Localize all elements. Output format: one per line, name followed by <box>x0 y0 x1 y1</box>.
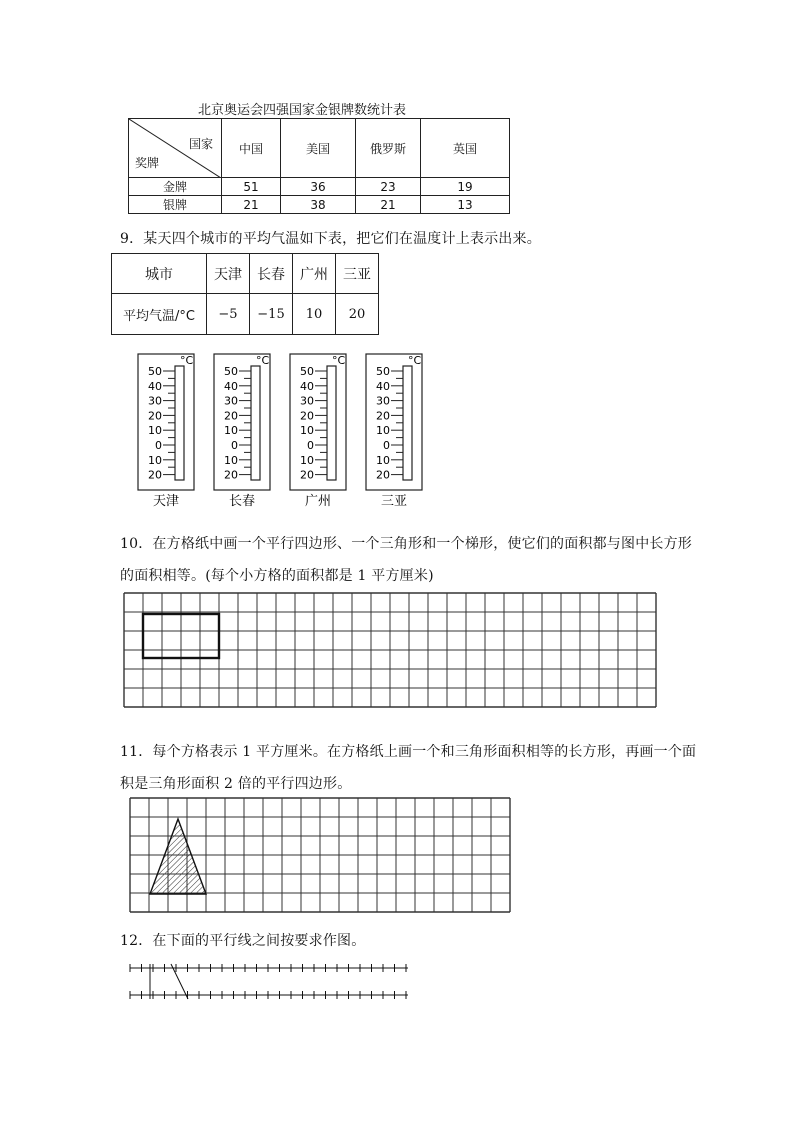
medal-count: 23 <box>356 178 421 196</box>
medal-table-title: 北京奥运会四强国家金银牌数统计表 <box>198 103 407 118</box>
medal-label: 金牌 <box>129 178 222 196</box>
temp-value: 20 <box>336 294 379 335</box>
question-11-line2: 积是三角形面积 2 倍的平行四边形。 <box>120 776 352 792</box>
question-10-line1: 10．在方格纸中画一个平行四边形、一个三角形和一个梯形，使它们的面积都与图中长方形 <box>120 536 693 552</box>
scale-label: 20 <box>376 468 390 482</box>
thermometer-city-label: 天津 <box>152 494 180 509</box>
temperature-table <box>111 253 379 335</box>
temp-value: 10 <box>293 294 336 335</box>
unit-label: °C <box>332 354 346 367</box>
thermometer-city-label: 广州 <box>304 494 332 509</box>
slanted-segment <box>171 964 188 999</box>
scale-label: 20 <box>148 409 162 423</box>
thermometer <box>214 354 270 509</box>
city-name: 三亚 <box>336 254 379 294</box>
medal-count: 38 <box>281 196 356 214</box>
thermometer <box>138 354 194 509</box>
question-9-text: 9．某天四个城市的平均气温如下表，把它们在温度计上表示出来。 <box>120 231 541 247</box>
corner-medal-label: 奖牌 <box>135 156 160 170</box>
corner-country-label: 国家 <box>188 137 213 151</box>
scale-label: 10 <box>376 453 390 467</box>
scale-label: 20 <box>224 409 238 423</box>
scale-label: 40 <box>224 379 238 393</box>
table-row <box>129 196 510 214</box>
table-row <box>112 294 379 335</box>
scale-label: 0 <box>307 439 314 452</box>
temp-value: −15 <box>250 294 293 335</box>
thermometer <box>290 354 346 509</box>
thermometer-tube <box>327 366 336 480</box>
thermometer <box>366 354 422 509</box>
city-name: 长春 <box>250 254 293 294</box>
thermometer-city-label: 三亚 <box>380 494 408 509</box>
medal-table <box>128 118 510 214</box>
country-header: 英国 <box>421 119 510 178</box>
question-12-text: 12．在下面的平行线之间按要求作图。 <box>120 933 366 949</box>
country-header: 中国 <box>222 119 281 178</box>
medal-count: 21 <box>222 196 281 214</box>
medal-count: 13 <box>421 196 510 214</box>
medal-count: 51 <box>222 178 281 196</box>
question-10-line2: 的面积相等。(每个小方格的面积都是 1 平方厘米) <box>120 568 434 584</box>
medal-label: 银牌 <box>129 196 222 214</box>
thermometer-tube <box>403 366 412 480</box>
thermometer-frame <box>214 354 270 490</box>
scale-label: 50 <box>148 365 162 378</box>
thermometers <box>130 350 460 510</box>
medal-count: 21 <box>356 196 421 214</box>
shaded-triangle <box>150 819 206 894</box>
medal-count: 36 <box>281 178 356 196</box>
scale-label: 10 <box>224 453 238 467</box>
scale-label: 30 <box>376 394 390 408</box>
table-row <box>129 178 510 196</box>
unit-label: °C <box>256 354 270 367</box>
scale-label: 50 <box>376 365 390 378</box>
scale-label: 40 <box>148 379 162 393</box>
scale-label: 50 <box>300 365 314 378</box>
thermometer-frame <box>290 354 346 490</box>
question-11-line1: 11．每个方格表示 1 平方厘米。在方格纸上画一个和三角形面积相等的长方形，再画一个面 <box>120 744 697 760</box>
unit-label: °C <box>408 354 422 367</box>
scale-label: 30 <box>300 394 314 408</box>
parallel-lines[interactable] <box>126 958 416 1002</box>
scale-label: 40 <box>376 379 390 393</box>
scale-label: 20 <box>224 468 238 482</box>
thermometer-frame <box>366 354 422 490</box>
scale-label: 10 <box>224 424 238 438</box>
scale-label: 20 <box>300 409 314 423</box>
scale-label: 0 <box>155 439 162 452</box>
city-header: 城市 <box>112 254 207 294</box>
scale-label: 10 <box>300 424 314 438</box>
city-name: 天津 <box>207 254 250 294</box>
unit-label: °C <box>180 354 194 367</box>
scale-label: 30 <box>148 394 162 408</box>
avg-temp-label: 平均气温/°C <box>112 294 207 335</box>
scale-label: 10 <box>148 453 162 467</box>
grid-paper-q10[interactable] <box>120 592 672 728</box>
temp-value: −5 <box>207 294 250 335</box>
thermometer-tube <box>175 366 184 480</box>
country-header: 美国 <box>281 119 356 178</box>
scale-label: 50 <box>224 365 238 378</box>
scale-label: 20 <box>148 468 162 482</box>
thermometer-city-label: 长春 <box>228 494 256 509</box>
medal-table-corner <box>129 119 222 178</box>
scale-label: 10 <box>376 424 390 438</box>
scale-label: 10 <box>148 424 162 438</box>
city-name: 广州 <box>293 254 336 294</box>
scale-label: 0 <box>383 439 390 452</box>
grid-paper-q11[interactable] <box>128 797 522 917</box>
scale-label: 30 <box>224 394 238 408</box>
scale-label: 40 <box>300 379 314 393</box>
country-header: 俄罗斯 <box>356 119 421 178</box>
medal-count: 19 <box>421 178 510 196</box>
thermometer-frame <box>138 354 194 490</box>
thermometer-tube <box>251 366 260 480</box>
scale-label: 20 <box>300 468 314 482</box>
scale-label: 20 <box>376 409 390 423</box>
scale-label: 10 <box>300 453 314 467</box>
scale-label: 0 <box>231 439 238 452</box>
